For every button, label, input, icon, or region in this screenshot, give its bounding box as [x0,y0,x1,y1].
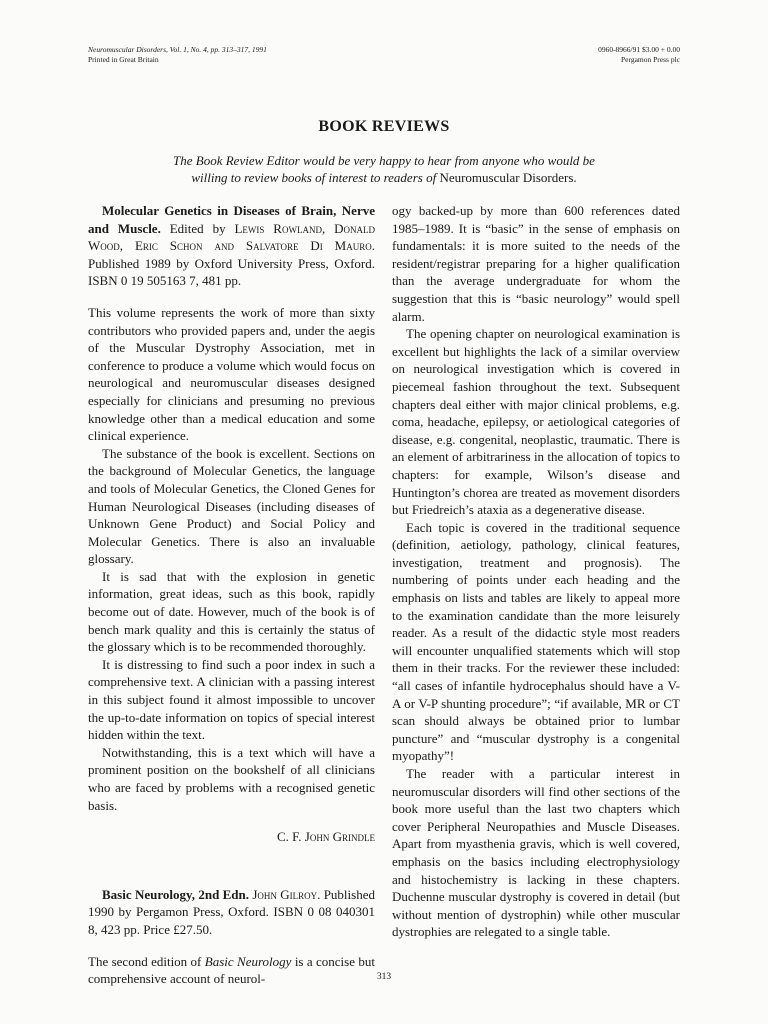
review2-paragraph [88,953,375,988]
review1-paragraph: This volume represents the work of more than sixty contributors who provided papers and, under the aegis of the Muscular Dystrophy Association, met in conference to produce a volume which would focus on neurological and neuromuscular diseases designed especially for clinicians and presuming no previous knowledge other than a medical education and some clinical experience. [88,304,375,444]
review1-paragraph: It is sad that with the explosion in genetic information, great ideas, such as this book, rapidly become out of date. However, much of the book is of bench mark quality and this is certainly the status of the glossary which is to be recommended thoroughly. [88,568,375,655]
notice-line-2-text: willing to review books of interest to readers of [191,170,440,185]
notice-journal-name: Neuromuscular Disorders. [439,170,577,185]
notice-line-1: The Book Review Editor would be very happy to hear from anyone who would be [173,153,595,168]
review1-edited-by: Edited by [160,220,235,236]
review2-heading [88,886,375,939]
publisher-line: Pergamon Press plc [620,55,680,64]
running-header-right [598,45,680,65]
review2-paragraph: Each topic is covered in the traditional sequence (definition, aetiology, pathology, clinical features, investigation, treatment and prognosis). The numbering of points under each heading and the emphasis on lists and tables are likely to appeal more to the examination candidate than the more leisurely reader. As a result of the didactic style most readers will encounter unqualified statements which will stop them in their tracks. For the reviewer these included: “all cases of infantile hydrocephalus should have a V-A or V-P shunting procedure”; “if available, MR or CT scan should always be obtained prior to lumbar puncture” and “muscular dystrophy is a congenital myopathy”! [392,519,680,764]
running-header-left [88,45,267,65]
review2-book-title: Basic Neurology [204,953,292,969]
review1-paragraph: It is distressing to find such a poor index in such a comprehensive text. A clinician with a passing interest in this subject found it almost impossible to uncover the up-to-date information on topics of special interest hidden within the text. [88,656,375,743]
review2-paragraph: The reader with a particular interest in neuromuscular disorders will find other sections of the book more useful than the last two chapters which cover Peripheral Neuropathies and Muscle Diseases. Apart from myasthenia gravis, which is well covered, emphasis on the basics including electrophysiology and histochemistry is lacking in these chapters. Duchenne muscular dystrophy is covered in detail (but without mention of dystrophin) while other muscular dystrophies are relegated to a single table. [392,766,680,940]
review1-paragraph: Notwithstanding, this is a text which will have a prominent position on the bookshelf of all clinicians who are faced by problems with a recognised genetic basis. [88,744,375,813]
review1-paragraph: The substance of the book is excellent. Sections on the background of Molecular Genetics, the language and tools of Molecular Genetics, the Cloned Genes for Human Neurological Diseases (including diseases of Unknown Gene Product) and Social Policy and Molecular Genetics. There is also an invaluable glossary. [88,445,375,567]
review1-pub-info: Published 1989 by Oxford University Press, Oxford. ISBN 0 19 505163 7, 481 pp. [88,255,375,289]
review2-author: John Gilroy. [249,886,321,902]
printed-in-line: Printed in Great Britain [88,55,159,64]
review2-paragraph: ogy backed-up by more than 600 references dated 1985–1989. It is “basic” in the sense of emphasis on fundamentals: it is more suited to the needs of the resident/registrar preparing for a higher qualification than the average undergraduate for whom the suggestion that this is “basic neurology” would spell alarm. [392,203,680,324]
left-column [88,202,375,988]
right-column [392,202,680,941]
review1-heading [88,202,375,290]
review2-pub-info: Published 1990 by Pergamon Press, Oxford. ISBN 0 08 040301 8, 423 pp. Price £27.50. [88,886,375,937]
page-number: 313 [376,972,392,982]
review2-paragraph: The opening chapter on neurological examination is excellent but highlights the lack of a similar overview on neurological investigation which is covered in piecemeal fashion throughout the text. Subsequent chapters deal either with major clinical problems, e.g. coma, headache, epilepsy, or aetiological categories of disease, e.g. congenital, neoplastic, traumatic. There is an element of arbitrariness in the allocation of topics to chapters: for example, Wilson’s disease and Huntington’s chorea are treated as movement disorders but Friedreich’s ataxia as a degenerative disease. [392,326,680,518]
journal-citation: Neuromuscular Disorders, Vol. 1, No. 4, pp. 313–317, 1991 [88,45,267,54]
review1-title: Molecular Genetics in Diseases of Brain, Nerve and Muscle. [88,203,375,236]
review1-editors: Lewis Rowland, Donald Wood, Eric Schon and Salvatore Di Mauro. [88,220,376,254]
review2-p1-end: is a concise but comprehensive account of neurol- [88,953,375,987]
review2-p1-start: The second edition of [88,953,205,969]
section-title: BOOK REVIEWS [318,118,450,135]
editor-notice [88,152,680,186]
notice-line-2 [88,169,680,186]
review1-reviewer: C. F. John Grindle [276,829,375,845]
review2-title: Basic Neurology, 2nd Edn. [102,886,250,902]
issn-line: 0960-8966/91 $3.00 + 0.00 [598,45,680,54]
